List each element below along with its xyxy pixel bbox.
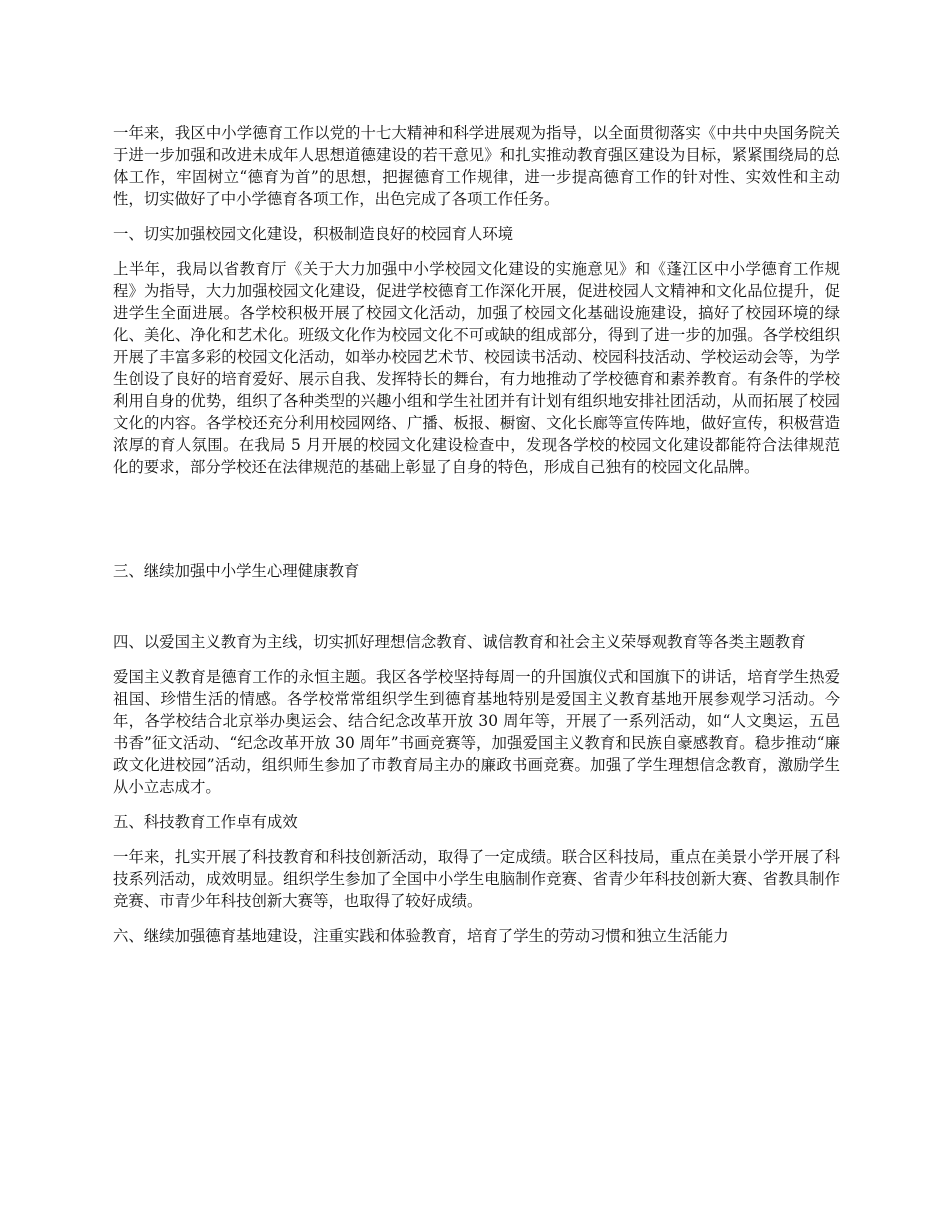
section-4-paragraph: 爱国主义教育是德育工作的永恒主题。我区各学校坚持每周一的升国旗仪式和国旗下的讲话，培育学生热爱祖国、珍惜生活的情感。各学校常常组织学生到德育基地特别是爱国主义教育基地开展参观学习活动。今年，各学校结合北京举办奥运会、结合纪念改革开放 30 周年等，开展了一系列活动，如“人文奥运，五邑书香”征文活动、“纪念改革开放 30 周年”书画竞赛等，加强爱国主义教育和民族自豪感教育。稳步推动“廉政文化进校园”活动，组织师生参加了市教育局主办的廉政书画竞赛。加强了学生理想信念教育，激励学生从小立志成才。: [113, 668, 840, 796]
intro-paragraph: 一年来，我区中小学德育工作以党的十七大精神和科学进展观为指导，以全面贯彻落实《中共中央国务院关于进一步加强和改进未成年人思想道德建设的若干意见》和扎实推动教育强区建设为目标，紧紧围绕局的总体工作，牢固树立“德育为首”的思想，把握德育工作规律，进一步提高德育工作的针对性、实效性和主动性，切实做好了中小学德育各项工作，出色完成了各项工作任务。: [113, 124, 840, 208]
section-5-heading: 五、科技教育工作卓有成效: [113, 813, 298, 831]
document-page: [113, 122, 840, 960]
section-1-heading: 一、切实加强校园文化建设，积极制造良好的校园育人环境: [113, 225, 514, 243]
section-1-paragraph: 上半年，我局以省教育厅《关于大力加强中小学校园文化建设的实施意见》和《蓬江区中小学德育工作规程》为指导，大力加强校园文化建设，促进学校德育工作深化开展，促进校园人文精神和文化品位提升，促进学生全面进展。各学校积极开展了校园文化活动，加强了校园文化基础设施建设，搞好了校园环境的绿化、美化、净化和艺术化。班级文化作为校园文化不可或缺的组成部分，得到了进一步的加强。各学校组织开展了丰富多彩的校园文化活动，如举办校园艺术节、校园读书活动、校园科技活动、学校运动会等，为学生创设了良好的培育爱好、展示自我、发挥特长的舞台，有力地推动了学校德育和素养教育。有条件的学校利用自身的优势，组织了各种类型的兴趣小组和学生社团并有计划有组织地安排社团活动，从而拓展了校园文化的内容。各学校还充分利用校园网络、广播、板报、橱窗、文化长廊等宣传阵地，做好宣传，积极营造浓厚的育人氛围。在我局 5 月开展的校园文化建设检查中，发现各学校的校园文化建设都能符合法律规范化的要求，部分学校还在法律规范的基础上彰显了自身的特色，形成自己独有的校园文化品牌。: [113, 260, 840, 476]
section-3-heading: 三、继续加强中小学生心理健康教育: [113, 562, 360, 580]
section-5-paragraph: 一年来，扎实开展了科技教育和科技创新活动，取得了一定成绩。联合区科技局，重点在美景小学开展了科技系列活动，成效明显。组织学生参加了全国中小学生电脑制作竞赛、省青少年科技创新大赛、省教具制作竞赛、市青少年科技创新大赛等，也取得了较好成绩。: [113, 848, 840, 910]
section-4-heading: 四、以爱国主义教育为主线，切实抓好理想信念教育、诚信教育和社会主义荣辱观教育等各类主题教育: [113, 633, 806, 651]
blank-space: [113, 491, 840, 560]
blank-space: [113, 595, 840, 631]
section-6-heading: 六、继续加强德育基地建设，注重实践和体验教育，培育了学生的劳动习惯和独立生活能力: [113, 927, 729, 945]
